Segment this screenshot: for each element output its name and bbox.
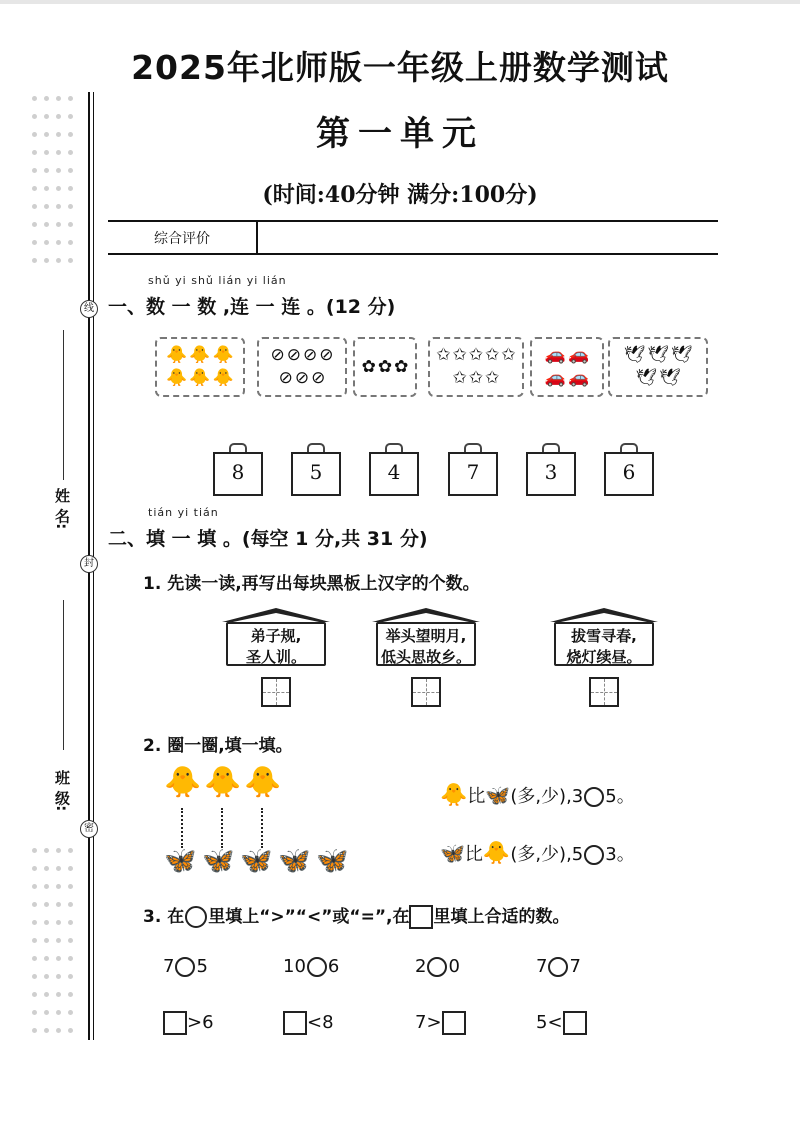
margin-dot xyxy=(44,168,49,173)
compare-left: 2 xyxy=(415,956,427,977)
margin-dot xyxy=(68,1010,73,1015)
compare-circle[interactable] xyxy=(548,957,568,977)
butterfly-icon: 🦋 xyxy=(202,846,235,876)
butterfly-icon: 🦋 xyxy=(316,846,349,876)
number-card[interactable]: 6 xyxy=(604,452,654,496)
flower-icon: ✿ xyxy=(394,356,409,377)
margin-dot xyxy=(32,920,37,925)
margin-dot xyxy=(68,114,73,119)
picture-group-items xyxy=(263,343,341,391)
margin-dot xyxy=(68,902,73,907)
class-label: 班 级: xyxy=(53,770,71,812)
margin-dot xyxy=(44,974,49,979)
margin-dot xyxy=(32,168,37,173)
q2-line2-end: 3。 xyxy=(605,844,635,865)
fill-text: 5< xyxy=(536,1012,563,1033)
margin-dot xyxy=(56,114,61,119)
picture-group xyxy=(257,337,347,397)
board-line: 圣人训。 xyxy=(245,648,306,666)
margin-dot xyxy=(32,884,37,889)
margin-dot xyxy=(68,920,73,925)
q2-line2 xyxy=(440,840,635,866)
margin-dot xyxy=(44,920,49,925)
butterfly-icon: 🦋 xyxy=(164,846,197,876)
line-badge: 线 xyxy=(80,300,98,318)
eval-top-line xyxy=(108,220,718,222)
number-card[interactable]: 5 xyxy=(291,452,341,496)
star-icon: ✩ xyxy=(436,345,451,365)
margin-dot xyxy=(32,866,37,871)
chick-icon: 🐥 xyxy=(482,841,511,866)
margin-dot xyxy=(32,974,37,979)
q2-line1-rest: (多,少),3 xyxy=(510,786,584,807)
board-line: 低头思故乡。 xyxy=(380,648,471,666)
compare-right: 0 xyxy=(448,956,460,977)
bird-icon: 🕊 xyxy=(623,345,646,365)
margin-dot xyxy=(68,258,73,263)
answer-grid-box[interactable] xyxy=(261,677,291,707)
margin-dot xyxy=(32,114,37,119)
section2-title: 二、填 一 填 。(每空 1 分,共 31 分) xyxy=(108,528,428,550)
flower-icon: ✿ xyxy=(361,356,376,377)
star-icon: ✩ xyxy=(485,368,500,388)
match-line xyxy=(181,808,183,848)
margin-dot xyxy=(56,1010,61,1015)
ball-icon: ⊘ xyxy=(286,345,301,365)
q2-line1-end: 5。 xyxy=(605,786,635,807)
eval-label: 综合评价 xyxy=(154,231,210,247)
margin-dot xyxy=(56,866,61,871)
secret-badge: 密 xyxy=(80,820,98,838)
car-icon: 🚗 xyxy=(544,368,566,388)
picture-group xyxy=(428,337,524,397)
q1-title: 1. 先读一读,再写出每块黑板上汉字的个数。 xyxy=(143,574,480,594)
margin-dot xyxy=(44,938,49,943)
star-icon: ✩ xyxy=(452,345,467,365)
page-title: 2025年北师版一年级上册数学测试 xyxy=(131,48,669,87)
compare-circle[interactable] xyxy=(175,957,195,977)
bird-icon: 🕊 xyxy=(659,368,681,388)
margin-dot xyxy=(32,938,37,943)
answer-box[interactable] xyxy=(163,1011,187,1035)
star-icon: ✩ xyxy=(468,345,484,365)
margin-dot xyxy=(56,240,61,245)
answer-grid-box[interactable] xyxy=(589,677,619,707)
fill-text: 7> xyxy=(415,1012,442,1033)
q2-line1-mid: 比 xyxy=(467,786,486,807)
margin-dot xyxy=(44,902,49,907)
q2-title: 2. 圈一圈,填一填。 xyxy=(143,736,293,756)
chick-icon: 🐥 xyxy=(164,765,202,800)
margin-dot xyxy=(44,204,49,209)
margin-dot xyxy=(32,204,37,209)
answer-grid-box[interactable] xyxy=(411,677,441,707)
chick-icon: 🐥 xyxy=(166,345,188,365)
margin-dot xyxy=(56,186,61,191)
fill-text: >6 xyxy=(187,1012,214,1033)
match-line xyxy=(261,808,263,848)
q2-line1 xyxy=(440,782,635,808)
star-icon: ✩ xyxy=(485,345,500,365)
unit-title: 第一单元 xyxy=(316,114,484,154)
car-icon: 🚗 xyxy=(568,368,590,388)
chick-icon: 🐥 xyxy=(440,783,468,808)
q3-title-c: 里填上合适的数。 xyxy=(433,907,570,927)
flower-icon: ✿ xyxy=(377,356,393,377)
board-line: 烧灯续昼。 xyxy=(566,648,642,666)
margin-dot xyxy=(44,132,49,137)
chick-icon: 🐥 xyxy=(204,765,242,800)
name-label: 姓 名: xyxy=(53,488,71,530)
margin-dot xyxy=(44,222,49,227)
chick-icon: 🐥 xyxy=(244,765,282,800)
board-line: 弟子规, xyxy=(250,627,302,645)
margin-dot xyxy=(68,884,73,889)
chick-icon: 🐥 xyxy=(212,345,234,365)
blackboard xyxy=(226,622,326,666)
margin-dot xyxy=(32,848,37,853)
fill-item xyxy=(536,1011,587,1035)
number-card[interactable]: 8 xyxy=(213,452,263,496)
margin-dot xyxy=(56,150,61,155)
compare-item xyxy=(283,956,339,977)
margin-dot xyxy=(68,866,73,871)
section1-pinyin: shǔ yi shǔ lián yi lián xyxy=(148,274,287,287)
margin-dot xyxy=(56,974,61,979)
section1-title: 一、数 一 数 ,连 一 连 。(12 分) xyxy=(108,296,396,318)
compare-item xyxy=(536,956,581,977)
margin-dot xyxy=(32,186,37,191)
ball-icon: ⊘ xyxy=(311,368,326,388)
fill-item xyxy=(163,1011,214,1035)
star-icon: ✩ xyxy=(501,345,516,365)
margin-dot xyxy=(68,132,73,137)
chick-icon: 🐥 xyxy=(212,368,234,388)
fill-item xyxy=(415,1011,466,1035)
chick-icon: 🐥 xyxy=(166,368,188,388)
ball-icon: ⊘ xyxy=(294,368,310,388)
margin-dot xyxy=(56,992,61,997)
margin-dot xyxy=(68,938,73,943)
ball-icon: ⊘ xyxy=(270,345,285,365)
ball-icon: ⊘ xyxy=(278,368,293,388)
compare-right: 7 xyxy=(569,956,581,977)
bird-icon: 🕊 xyxy=(647,345,669,365)
butterfly-icon: 🦋 xyxy=(485,783,511,807)
picture-group xyxy=(155,337,245,397)
compare-item xyxy=(415,956,460,977)
compare-left: 7 xyxy=(163,956,175,977)
margin-dot xyxy=(44,866,49,871)
q2-line2-mid: 比 xyxy=(464,844,483,865)
margin-dot xyxy=(68,222,73,227)
margin-dot xyxy=(68,1028,73,1033)
answer-box[interactable] xyxy=(283,1011,307,1035)
section2-pinyin: tián yi tián xyxy=(148,506,219,519)
margin-dot xyxy=(56,132,61,137)
margin-dot xyxy=(68,974,73,979)
margin-dot xyxy=(68,96,73,101)
margin-dot xyxy=(68,186,73,191)
seal-badge: 封 xyxy=(80,555,98,573)
picture-group xyxy=(353,337,417,397)
answer-box[interactable] xyxy=(563,1011,587,1035)
margin-dot xyxy=(44,848,49,853)
name-underline xyxy=(63,600,64,750)
margin-dot xyxy=(56,848,61,853)
car-icon: 🚗 xyxy=(544,345,566,365)
circle-symbol-icon xyxy=(185,906,207,928)
margin-dot xyxy=(56,938,61,943)
board-line: 拔雪寻春, xyxy=(571,627,637,645)
margin-dot xyxy=(56,96,61,101)
margin-dot xyxy=(56,258,61,263)
picture-group-items xyxy=(161,343,239,391)
margin-dot xyxy=(32,902,37,907)
compare-circle[interactable] xyxy=(427,957,447,977)
margin-dot xyxy=(32,240,37,245)
blackboard xyxy=(554,622,654,666)
chick-icon: 🐥 xyxy=(189,368,211,388)
margin-dot xyxy=(68,848,73,853)
picture-group xyxy=(530,337,604,397)
margin-dot xyxy=(68,992,73,997)
margin-dot xyxy=(56,1028,61,1033)
margin-dot xyxy=(56,168,61,173)
picture-group-items xyxy=(536,343,598,391)
match-line xyxy=(221,808,223,848)
compare-item xyxy=(163,956,208,977)
exam-info: (时间:40分钟 满分:100分) xyxy=(262,182,538,208)
butterfly-icon: 🦋 xyxy=(240,846,273,876)
margin-dot xyxy=(68,240,73,245)
margin-dot xyxy=(32,956,37,961)
margin-dot xyxy=(32,222,37,227)
number-card[interactable]: 3 xyxy=(526,452,576,496)
compare-circle[interactable] xyxy=(584,787,604,807)
compare-right: 5 xyxy=(196,956,208,977)
margin-dot xyxy=(32,1028,37,1033)
margin-dot xyxy=(68,956,73,961)
q3-title-b: 里填上“>”“<”或“=”,在 xyxy=(208,907,410,927)
margin-dot xyxy=(32,258,37,263)
eval-input[interactable] xyxy=(262,224,714,252)
blackboard xyxy=(376,622,476,666)
margin-dot xyxy=(68,204,73,209)
margin-dot xyxy=(68,168,73,173)
compare-left: 10 xyxy=(283,956,306,977)
margin-dot xyxy=(44,186,49,191)
chick-icon: 🐥 xyxy=(189,345,211,365)
margin-dot xyxy=(56,920,61,925)
star-icon: ✩ xyxy=(468,368,484,388)
butterfly-icon: 🦋 xyxy=(440,841,465,865)
butterfly-icon: 🦋 xyxy=(278,846,311,876)
compare-circle[interactable] xyxy=(307,957,327,977)
bird-icon: 🕊 xyxy=(670,345,693,365)
margin-dot xyxy=(68,150,73,155)
margin-dot xyxy=(44,1010,49,1015)
name-field[interactable] xyxy=(63,330,64,480)
picture-group-items xyxy=(359,343,411,391)
picture-group-items xyxy=(434,343,518,391)
margin-dot xyxy=(44,884,49,889)
car-icon: 🚗 xyxy=(568,345,590,365)
compare-right: 6 xyxy=(327,956,340,977)
margin-dot xyxy=(44,1028,49,1033)
square-symbol-icon xyxy=(409,905,433,929)
margin-dot xyxy=(56,956,61,961)
compare-circle[interactable] xyxy=(584,845,604,865)
margin-dot xyxy=(32,96,37,101)
margin-dot xyxy=(56,204,61,209)
compare-left: 7 xyxy=(536,956,548,977)
q3-title xyxy=(143,902,569,929)
margin-dot xyxy=(44,114,49,119)
margin-dot xyxy=(44,240,49,245)
star-icon: ✩ xyxy=(452,368,467,388)
eval-bottom-line xyxy=(108,253,718,255)
ball-icon: ⊘ xyxy=(303,345,318,365)
top-border xyxy=(0,0,800,4)
margin-dot xyxy=(44,992,49,997)
number-card[interactable]: 4 xyxy=(369,452,419,496)
number-card[interactable]: 7 xyxy=(448,452,498,496)
margin-dot xyxy=(44,258,49,263)
margin-dot xyxy=(56,902,61,907)
q2-line2-rest: (多,少),5 xyxy=(510,844,584,865)
margin-dot xyxy=(44,150,49,155)
eval-divider xyxy=(256,220,258,255)
board-line: 举头望明月, xyxy=(385,627,467,645)
margin-dot xyxy=(32,1010,37,1015)
picture-group xyxy=(608,337,708,397)
q3-title-a: 3. 在 xyxy=(143,907,185,927)
margin-dot xyxy=(44,956,49,961)
fill-text: <8 xyxy=(307,1012,334,1033)
margin-dot xyxy=(44,96,49,101)
answer-box[interactable] xyxy=(442,1011,466,1035)
margin-dot xyxy=(32,992,37,997)
fill-item xyxy=(283,1011,334,1035)
margin-dot xyxy=(56,884,61,889)
ball-icon: ⊘ xyxy=(319,345,334,365)
margin-dot xyxy=(32,150,37,155)
bird-icon: 🕊 xyxy=(635,368,657,388)
margin-dot xyxy=(56,222,61,227)
picture-group-items xyxy=(614,343,702,391)
margin-dot xyxy=(32,132,37,137)
